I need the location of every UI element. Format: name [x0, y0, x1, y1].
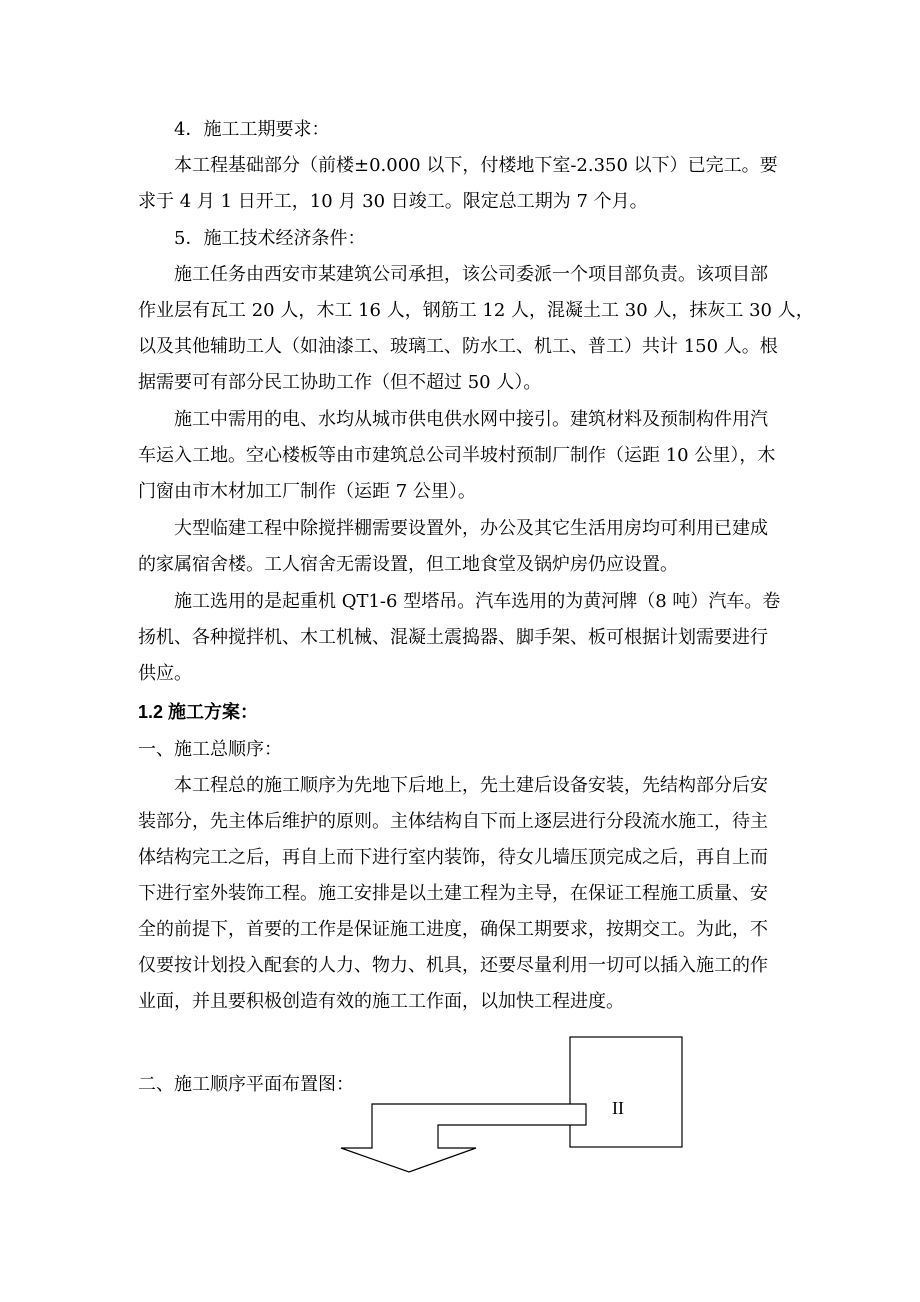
paragraph-line: 施工中需用的电、水均从城市供电供水网中接引。建筑材料及预制构件用汽	[174, 409, 768, 430]
paragraph-line: 体结构完工之后，再自上而下进行室内装饰，待女儿墙压顶完成之后，再自上而	[138, 847, 768, 868]
paragraph-line: 本工程基础部分（前楼±0.000 以下，付楼地下室-2.350 以下）已完工。要	[174, 155, 778, 176]
paragraph-line: 门窗由市木材加工厂制作（运距 7 公里）。	[138, 481, 476, 502]
paragraph-line: 扬机、各种搅拌机、木工机械、混凝土震捣器、脚手架、板可根据计划需要进行	[138, 627, 768, 648]
paragraph-line: 全的前提下，首要的工作是保证施工进度，确保工期要求，按期交工。为此，不	[138, 919, 768, 940]
paragraph-line: 仅要按计划投入配套的人力、物力、机具，还要尽量利用一切可以插入施工的作	[138, 955, 768, 976]
paragraph-line: 施工任务由西安市某建筑公司承担，该公司委派一个项目部负责。该项目部	[174, 264, 768, 285]
sub1-heading: 一、施工总顺序：	[138, 739, 282, 760]
paragraph-line: 车运入工地。空心楼板等由市建筑总公司半坡村预制厂制作（运距 10 公里），木	[138, 445, 776, 466]
paragraph-line: 据需要可有部分民工协助工作（但不超过 50 人）。	[138, 372, 542, 393]
section4-heading: 4．施工工期要求：	[174, 119, 330, 140]
zone-ii-label: II	[612, 1098, 624, 1118]
zone-ii-box	[570, 1037, 682, 1147]
paragraph-line: 下进行室外装饰工程。施工安排是以土建工程为主导，在保证工程施工质量、安	[138, 883, 768, 904]
section12-heading: 1.2 施工方案：	[138, 702, 259, 722]
paragraph-line: 求于 4 月 1 日开工，10 月 30 日竣工。限定总工期为 7 个月。	[138, 191, 648, 212]
paragraph-line: 以及其他辅助工人（如油漆工、玻璃工、防水工、机工、普工）共计 150 人。根	[138, 336, 778, 357]
paragraph-line: 业面，并且要积极创造有效的施工工作面，以加快工程进度。	[138, 991, 624, 1012]
sub2-heading: 二、施工顺序平面布置图：	[138, 1074, 354, 1095]
flow-arrow	[341, 1104, 586, 1172]
paragraph-line: 作业层有瓦工 20 人，木工 16 人，钢筋工 12 人，混凝土工 30 人，抹灰工 30 人，	[138, 300, 814, 321]
paragraph-line: 本工程总的施工顺序为先地下后地上，先土建后设备安装，先结构部分后安	[174, 775, 768, 796]
paragraph-line: 大型临建工程中除搅拌棚需要设置外，办公及其它生活用房均可利用已建成	[174, 518, 768, 539]
section5-heading: 5．施工技术经济条件：	[174, 228, 366, 249]
paragraph-line: 的家属宿舍楼。工人宿舍无需设置，但工地食堂及锅炉房仍应设置。	[138, 554, 678, 575]
paragraph-line: 装部分，先主体后维护的原则。主体结构自下而上逐层进行分段流水施工，待主	[138, 811, 768, 832]
paragraph-line: 供应。	[138, 663, 192, 684]
paragraph-line: 施工选用的是起重机 QT1-6 型塔吊。汽车选用的为黄河牌（8 吨）汽车。卷	[174, 591, 781, 612]
